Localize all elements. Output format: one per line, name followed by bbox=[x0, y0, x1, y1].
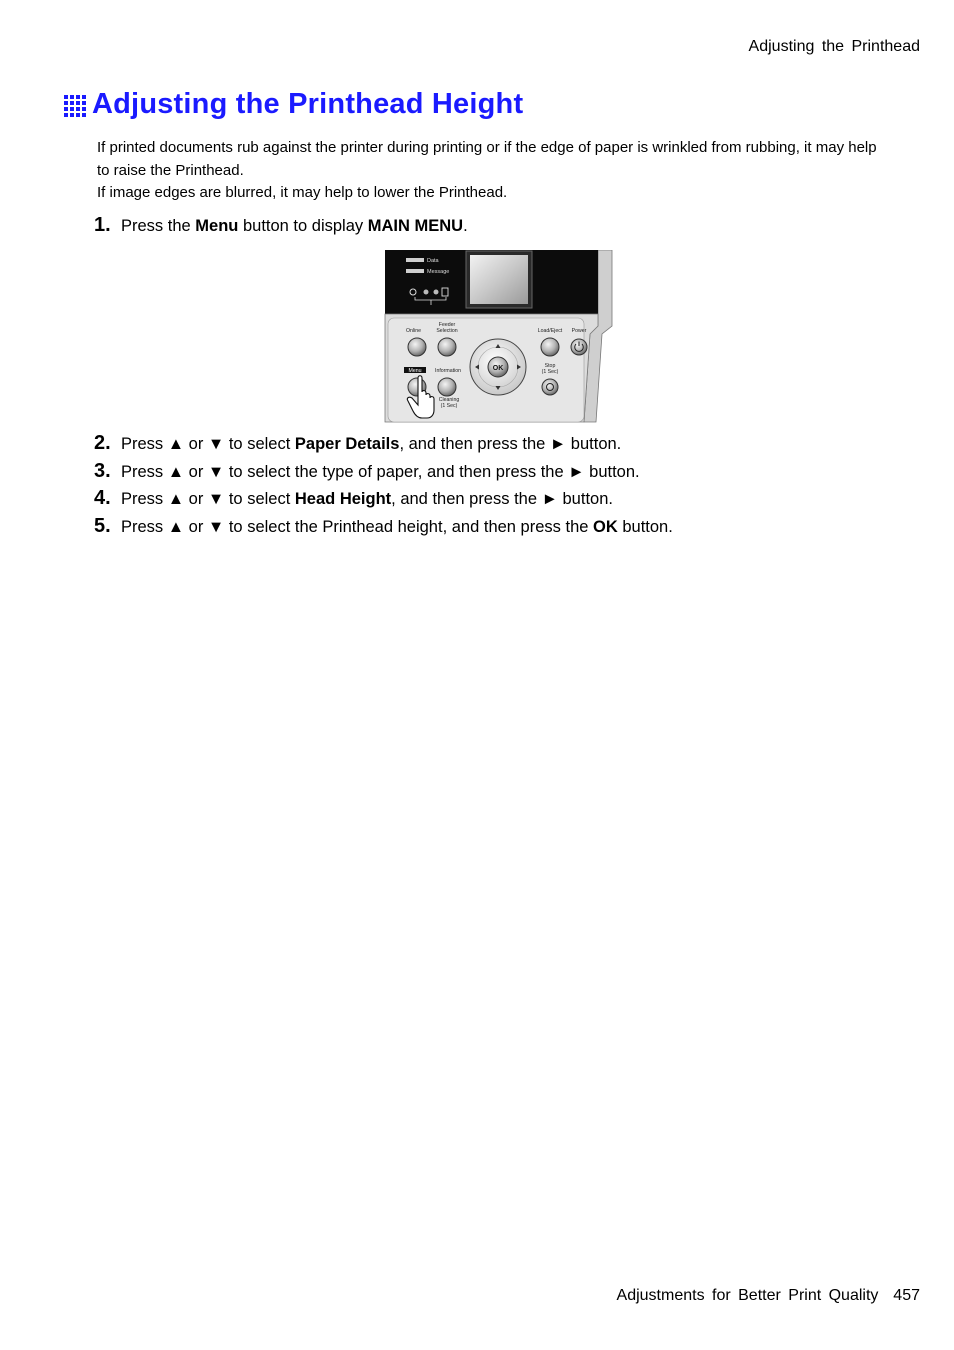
step-text: Press ▲ or ▼ to select bbox=[121, 435, 295, 453]
load-eject-button bbox=[541, 338, 559, 356]
step-text: button. bbox=[617, 518, 673, 536]
message-indicator-label: Message bbox=[427, 269, 450, 275]
step-number: 2. bbox=[94, 432, 111, 454]
stop-duration-label: (1 Sec) bbox=[541, 369, 559, 375]
page-number: 457 bbox=[893, 1287, 920, 1304]
online-button bbox=[408, 338, 426, 356]
information-label: Information bbox=[435, 368, 461, 374]
cleaning-label: Cleaning bbox=[438, 397, 460, 403]
intro-text bbox=[97, 137, 887, 205]
step-text: button to display bbox=[238, 217, 368, 235]
selection-label: Selection bbox=[436, 328, 458, 334]
step-text: Press the bbox=[121, 217, 196, 235]
step-bold-text: OK bbox=[593, 518, 618, 536]
stop-label: Stop bbox=[544, 363, 556, 369]
step-bold-text: Head Height bbox=[294, 490, 392, 508]
page-title: Adjusting the Printhead Height bbox=[92, 88, 524, 120]
step-bold-text: MAIN MENU bbox=[367, 217, 464, 235]
step-text: , and then press the ► button. bbox=[391, 490, 613, 508]
menu-label: Menu bbox=[408, 368, 422, 374]
step-number: 4. bbox=[94, 487, 111, 509]
grid-icon bbox=[64, 95, 86, 117]
data-indicator-label: Data bbox=[427, 258, 439, 264]
online-label: Online bbox=[406, 328, 421, 334]
feeder-selection-button bbox=[438, 338, 456, 356]
cleaning-duration-label: (1 Sec) bbox=[440, 403, 458, 409]
step-5 bbox=[94, 515, 673, 538]
step-bold-text: Menu bbox=[195, 217, 239, 235]
step-1 bbox=[94, 214, 468, 237]
feeder-label: Feeder bbox=[438, 322, 456, 328]
step-number: 3. bbox=[94, 460, 111, 482]
intro-paragraph-2: If image edges are blurred, it may help to lower the Printhead. bbox=[97, 184, 508, 201]
direction-pad bbox=[470, 339, 526, 395]
step-number: 5. bbox=[94, 515, 111, 537]
information-button bbox=[438, 378, 456, 396]
ok-button-label: OK bbox=[492, 365, 504, 372]
step-text: , and then press the ► button. bbox=[399, 435, 622, 453]
step-text: . bbox=[463, 217, 468, 235]
control-panel-illustration bbox=[384, 250, 614, 424]
load-eject-label: Load/Eject bbox=[537, 328, 563, 334]
intro-paragraph-1: If printed documents rub against the printer during printing or if the edge of paper is wrinkled from rubbing, it may help to raise the Printhead. bbox=[97, 139, 877, 179]
power-label: Power bbox=[571, 328, 587, 334]
step-4 bbox=[94, 487, 613, 510]
step-2 bbox=[94, 432, 621, 455]
step-number: 1. bbox=[94, 214, 111, 236]
running-header: Adjusting the Printhead bbox=[748, 38, 920, 55]
stop-button bbox=[542, 379, 558, 395]
step-3 bbox=[94, 460, 640, 483]
power-button bbox=[571, 339, 587, 355]
footer-section: Adjustments for Better Print Quality bbox=[616, 1287, 879, 1304]
step-text: Press ▲ or ▼ to select the type of paper, and then press the ► button. bbox=[121, 463, 640, 481]
step-text: Press ▲ or ▼ to select the Printhead height, and then press the bbox=[121, 518, 594, 536]
title-row bbox=[64, 88, 523, 121]
page-footer bbox=[617, 1287, 920, 1305]
step-text: Press ▲ or ▼ to select bbox=[121, 490, 295, 508]
step-bold-text: Paper Details bbox=[294, 435, 400, 453]
